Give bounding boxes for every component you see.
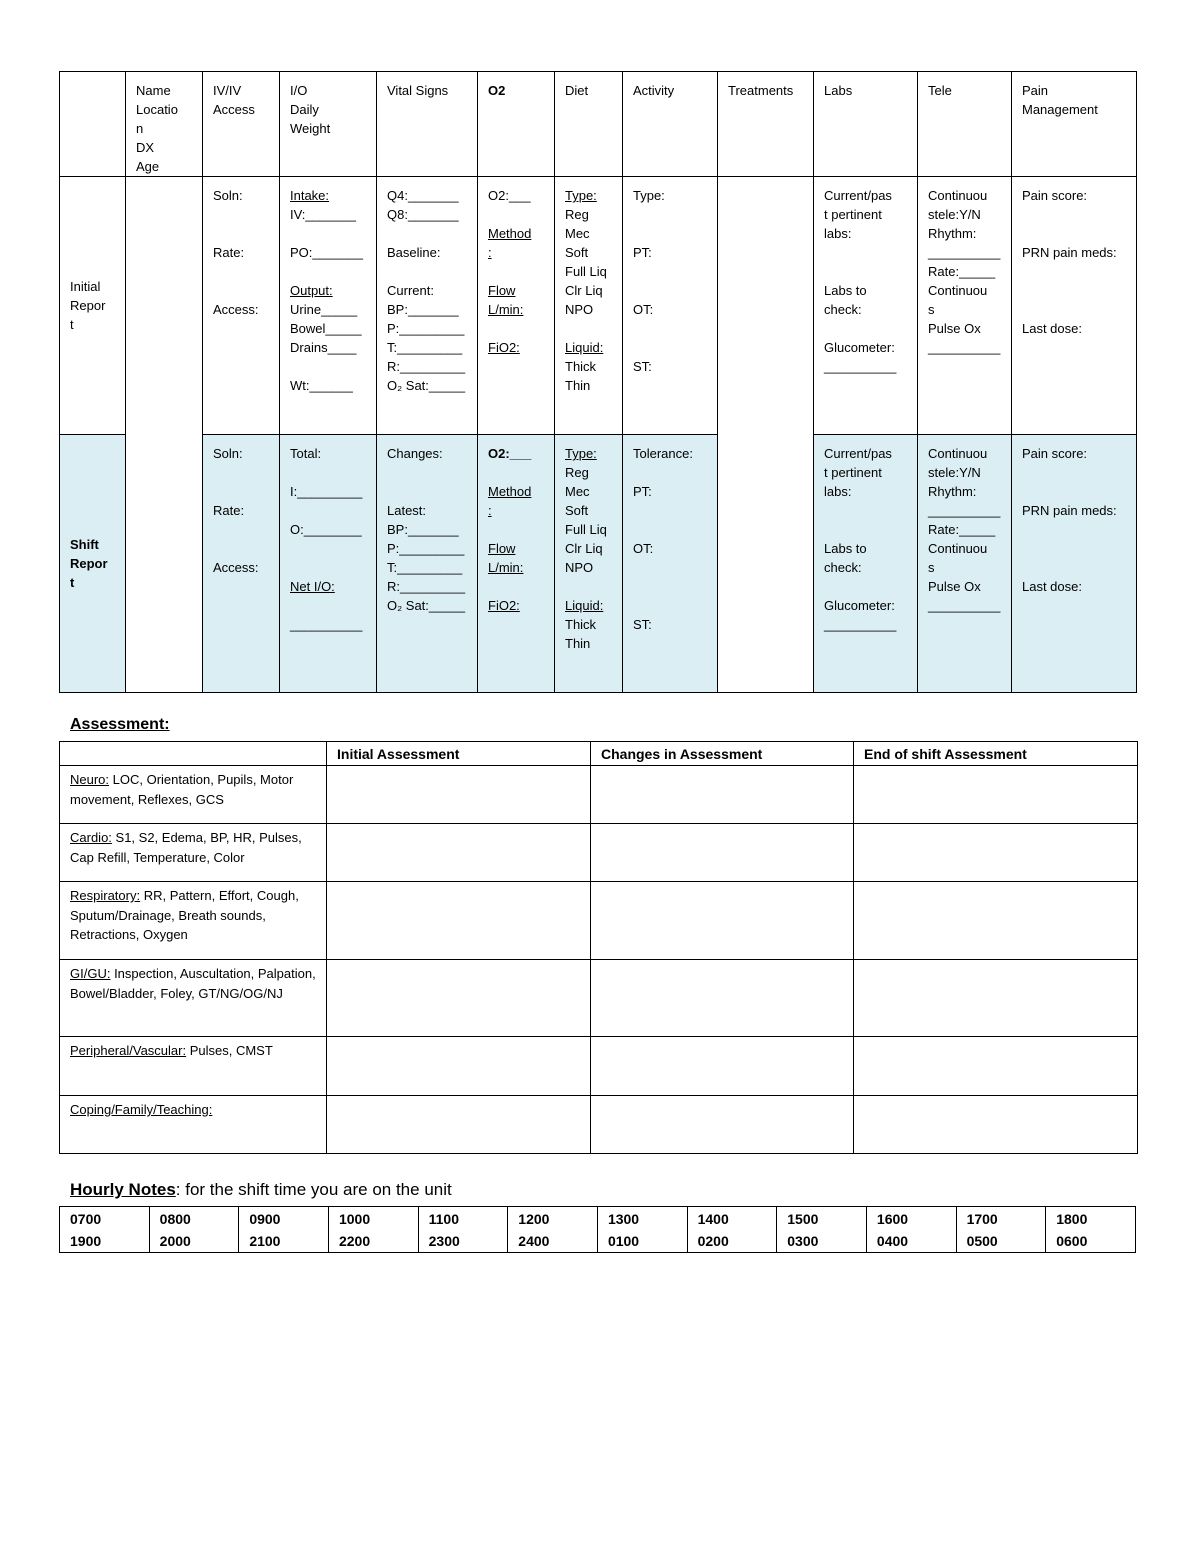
hourly-notes-title-bold: Hourly Notes <box>70 1180 176 1199</box>
hour-night: 2000 <box>159 1233 191 1249</box>
activity-pt-label: PT: <box>633 245 652 260</box>
activity-shift-cell[interactable] <box>623 435 718 693</box>
header-activity <box>623 72 718 177</box>
prn-meds-label: PRN pain meds: <box>1022 503 1117 518</box>
io-initial-cell[interactable] <box>280 177 377 435</box>
tele-rate-field: Rate:_____ <box>928 264 996 279</box>
tolerance-label: Tolerance: <box>633 446 693 461</box>
labs-current-label: Current/pas t pertinent labs: <box>824 188 892 241</box>
output-bowel-field: Bowel_____ <box>290 321 362 336</box>
tele-continuous-label: Continuou stele:Y/N Rhythm: <box>928 446 988 499</box>
hour-slot[interactable] <box>149 1207 239 1253</box>
labs-check-label: Labs to check: <box>824 283 867 317</box>
hour-day: 0700 <box>70 1211 102 1227</box>
shift-report-row <box>60 435 1137 693</box>
hour-night: 2200 <box>338 1233 371 1249</box>
hour-slot[interactable] <box>687 1207 777 1253</box>
temp-field: T:_________ <box>387 340 463 355</box>
prn-meds-label: PRN pain meds: <box>1022 245 1117 260</box>
assessment-cell[interactable] <box>327 824 591 882</box>
labs-check-label: Labs to check: <box>824 541 867 575</box>
changes-label: Changes: <box>387 446 443 461</box>
net-io-label: Net I/O: <box>290 579 335 594</box>
last-dose-label: Last dose: <box>1022 321 1082 336</box>
assessment-cell[interactable] <box>854 960 1138 1037</box>
category-label: GI/GU: <box>70 966 111 981</box>
labs-current-label: Current/pas t pertinent labs: <box>824 446 892 499</box>
labs-shift-cell[interactable] <box>814 435 918 693</box>
activity-ot-label: OT: <box>633 541 654 556</box>
assessment-cell[interactable] <box>591 1096 854 1154</box>
pain-score-label: Pain score: <box>1022 446 1088 461</box>
category-detail: Pulses, CMST <box>186 1043 273 1058</box>
assessment-title: Assessment: <box>70 716 170 733</box>
hour-night: 0200 <box>697 1233 729 1249</box>
initial-report-row <box>60 177 1137 435</box>
header-labs-text: Labs <box>824 83 853 98</box>
assessment-cell[interactable] <box>854 1037 1138 1096</box>
assessment-cell[interactable] <box>591 766 854 824</box>
assessment-cell[interactable] <box>854 882 1138 960</box>
col-end-assessment: End of shift Assessment <box>854 742 1138 766</box>
pain-score-label: Pain score: <box>1022 188 1088 203</box>
category-label: Neuro: <box>70 772 110 787</box>
header-io-text: I/O Daily Weight <box>290 83 331 136</box>
hour-day: 1200 <box>518 1211 550 1227</box>
header-io <box>280 72 377 177</box>
assessment-category <box>60 1096 327 1154</box>
corner-cell <box>60 72 126 177</box>
hour-day: 1400 <box>697 1211 729 1227</box>
activity-pt-label: PT: <box>633 484 652 499</box>
assessment-row-respiratory <box>60 882 1138 960</box>
category-detail: Inspection, Auscultation, Palpation, Bowel/Bladder, Foley, GT/NG/OG/NJ <box>70 966 316 1001</box>
assessment-cell[interactable] <box>591 882 854 960</box>
o2-flow-label: Flow L/min: <box>488 541 524 575</box>
diet-type-label: Type: <box>565 188 597 203</box>
header-o2-text: O2 <box>488 83 506 98</box>
category-label: Respiratory: <box>70 888 141 903</box>
last-dose-label: Last dose: <box>1022 579 1082 594</box>
hour-day: 1700 <box>966 1211 998 1227</box>
header-treatments <box>718 72 814 177</box>
diet-shift-cell[interactable] <box>555 435 623 693</box>
pulse-ox-blank: __________ <box>928 340 1001 355</box>
pulse-ox-label: Continuou s Pulse Ox <box>928 283 988 336</box>
vitals-shift-cell[interactable] <box>377 435 478 693</box>
o2sat-field: O₂ Sat:_____ <box>387 378 466 393</box>
treatments-entry-cell[interactable] <box>718 177 814 693</box>
pulse-field: P:_________ <box>387 321 465 336</box>
hour-day: 1500 <box>787 1211 819 1227</box>
header-tele-text: Tele <box>928 83 952 98</box>
category-detail: RR, Pattern, Effort, Cough, Sputum/Drainage, Breath sounds, Retractions, Oxygen <box>70 888 299 942</box>
assessment-cell[interactable] <box>591 1037 854 1096</box>
header-name-text: Name Locatio n DX Age <box>136 83 178 174</box>
rate-label: Rate: <box>213 245 245 260</box>
pulse-field: P:_________ <box>387 541 465 556</box>
o2-field: O2:___ <box>488 188 531 203</box>
activity-st-label: ST: <box>633 617 652 632</box>
hour-day: 1600 <box>876 1211 909 1227</box>
hour-slot[interactable] <box>328 1207 418 1253</box>
header-iv-text: IV/IV Access <box>213 83 255 117</box>
iv-shift-cell[interactable] <box>203 435 280 693</box>
assessment-row-neuro <box>60 766 1138 824</box>
net-io-blank: __________ <box>290 617 363 632</box>
assessment-cell[interactable] <box>591 960 854 1037</box>
rhythm-blank: __________ <box>928 503 1001 518</box>
iv-initial-cell[interactable] <box>203 177 280 435</box>
tele-rate-field: Rate:_____ <box>928 522 996 537</box>
bp-field: BP:_______ <box>387 302 459 317</box>
diet-liquid-label: Liquid: <box>565 340 604 355</box>
assessment-category <box>60 882 327 960</box>
diet-options: Reg Mec Soft Full Liq Clr Liq NPO <box>565 207 607 317</box>
q8-field: Q8:_______ <box>387 207 459 222</box>
header-o2 <box>478 72 555 177</box>
diet-liquid-options: Thick Thin <box>565 617 597 651</box>
category-detail: S1, S2, Edema, BP, HR, Pulses, Cap Refill, Temperature, Color <box>70 830 302 865</box>
hour-night: 2100 <box>249 1233 281 1249</box>
hour-slot[interactable] <box>597 1207 687 1253</box>
o2-method-label: Method : <box>488 226 532 260</box>
assessment-cell[interactable] <box>327 960 591 1037</box>
hour-slot[interactable] <box>418 1207 508 1253</box>
hourly-notes-table <box>59 1206 1136 1253</box>
intake-iv-field: IV:_______ <box>290 207 357 222</box>
fio2-label: FiO2: <box>488 598 520 613</box>
hourly-notes-subtitle: : for the shift time you are on the unit <box>175 1180 452 1199</box>
assessment-category <box>60 766 327 824</box>
soln-label: Soln: <box>213 446 243 461</box>
soln-label: Soln: <box>213 188 243 203</box>
hour-slot[interactable] <box>866 1207 956 1253</box>
activity-st-label: ST: <box>633 359 652 374</box>
diet-type-label: Type: <box>565 446 597 461</box>
activity-ot-label: OT: <box>633 302 654 317</box>
activity-initial-cell[interactable] <box>623 177 718 435</box>
total-label: Total: <box>290 446 322 461</box>
diet-liquid-label: Liquid: <box>565 598 604 613</box>
hour-night: 0500 <box>966 1233 998 1249</box>
rate-label: Rate: <box>213 503 245 518</box>
tele-initial-cell[interactable] <box>918 177 1012 435</box>
initial-report-label: Initial Repor t <box>70 279 106 332</box>
baseline-label: Baseline: <box>387 245 441 260</box>
col-initial-assessment: Initial Assessment <box>327 742 591 766</box>
pulse-ox-label: Continuou s Pulse Ox <box>928 541 988 594</box>
assessment-cell[interactable] <box>327 1037 591 1096</box>
weight-field: Wt:______ <box>290 378 353 393</box>
assessment-header-row <box>60 742 1138 766</box>
header-pain <box>1012 72 1137 177</box>
o2sat-field: O₂ Sat:_____ <box>387 598 466 613</box>
hour-day: 0800 <box>159 1211 191 1227</box>
assessment-cell[interactable] <box>591 824 854 882</box>
col-changes-assessment: Changes in Assessment <box>591 742 854 766</box>
header-name <box>126 72 203 177</box>
assessment-row-coping <box>60 1096 1138 1154</box>
glucometer-label: Glucometer: <box>824 340 895 355</box>
hour-night: 0600 <box>1056 1233 1088 1249</box>
initial-report-label-cell <box>60 177 126 435</box>
hour-day: 1100 <box>428 1211 459 1227</box>
assessment-table <box>59 741 1138 1154</box>
hour-night: 0300 <box>787 1233 819 1249</box>
access-label: Access: <box>213 560 259 575</box>
report-table <box>59 71 1137 693</box>
hour-day: 1300 <box>607 1211 640 1227</box>
header-vitals-text: Vital Signs <box>387 83 449 98</box>
diet-initial-cell[interactable] <box>555 177 623 435</box>
hourly-notes-title <box>70 1180 452 1200</box>
category-label: Peripheral/Vascular: <box>70 1043 187 1058</box>
tele-shift-cell[interactable] <box>918 435 1012 693</box>
header-iv <box>203 72 280 177</box>
hour-night: 0100 <box>607 1233 640 1249</box>
fio2-label: FiO2: <box>488 340 520 355</box>
resp-field: R:_________ <box>387 359 466 374</box>
header-diet <box>555 72 623 177</box>
diet-liquid-options: Thick Thin <box>565 359 597 393</box>
o2-method-label: Method : <box>488 484 532 518</box>
assessment-category <box>60 824 327 882</box>
glucometer-blank: __________ <box>824 359 897 374</box>
activity-type-label: Type: <box>633 188 665 203</box>
hour-night: 2400 <box>518 1233 550 1249</box>
hourly-row <box>60 1207 1136 1253</box>
header-activity-text: Activity <box>633 83 675 98</box>
assessment-row-gigu <box>60 960 1138 1037</box>
hour-slot[interactable] <box>777 1207 867 1253</box>
header-pain-text: Pain Management <box>1022 83 1098 117</box>
glucometer-label: Glucometer: <box>824 598 895 613</box>
hour-slot[interactable] <box>1046 1207 1136 1253</box>
assessment-cell[interactable] <box>854 1096 1138 1154</box>
glucometer-blank: __________ <box>824 617 897 632</box>
hour-day: 0900 <box>249 1211 281 1227</box>
current-label: Current: <box>387 283 434 298</box>
hour-night: 2300 <box>428 1233 460 1249</box>
assessment-cell[interactable] <box>327 882 591 960</box>
tele-continuous-label: Continuou stele:Y/N Rhythm: <box>928 188 988 241</box>
hour-slot[interactable] <box>239 1207 329 1253</box>
hour-day: 1000 <box>338 1211 371 1227</box>
hour-day: 1800 <box>1056 1211 1088 1227</box>
report-header-row <box>60 72 1137 177</box>
header-vitals <box>377 72 478 177</box>
intake-po-field: PO:_______ <box>290 245 364 260</box>
category-label: Cardio: <box>70 830 112 845</box>
rhythm-blank: __________ <box>928 245 1001 260</box>
category-label: Coping/Family/Teaching: <box>70 1102 213 1117</box>
resp-field: R:_________ <box>387 579 466 594</box>
hour-slot[interactable] <box>60 1207 150 1253</box>
shift-report-label-cell <box>60 435 126 693</box>
output-urine-field: Urine_____ <box>290 302 358 317</box>
q4-field: Q4:_______ <box>387 188 459 203</box>
assessment-cell[interactable] <box>854 824 1138 882</box>
output-label: Output: <box>290 283 333 298</box>
bp-field: BP:_______ <box>387 522 459 537</box>
o2-shift-cell[interactable] <box>478 435 555 693</box>
hour-slot[interactable] <box>508 1207 598 1253</box>
intake-label: Intake: <box>290 188 330 203</box>
access-label: Access: <box>213 302 259 317</box>
temp-field: T:_________ <box>387 560 463 575</box>
o2-flow-label: Flow L/min: <box>488 283 524 317</box>
header-labs <box>814 72 918 177</box>
output-drains-field: Drains____ <box>290 340 357 355</box>
intake-total-field: I:_________ <box>290 484 363 499</box>
assessment-category <box>60 1037 327 1096</box>
assessment-row-cardio <box>60 824 1138 882</box>
o2-field: O2:___ <box>488 446 532 461</box>
assessment-category <box>60 960 327 1037</box>
latest-label: Latest: <box>387 503 427 518</box>
diet-options: Reg Mec Soft Full Liq Clr Liq NPO <box>565 465 607 575</box>
labs-initial-cell[interactable] <box>814 177 918 435</box>
io-shift-cell[interactable] <box>280 435 377 693</box>
hour-slot[interactable] <box>956 1207 1046 1253</box>
header-tele <box>918 72 1012 177</box>
hour-night: 1900 <box>70 1233 102 1249</box>
name-entry-cell[interactable] <box>126 177 203 693</box>
assessment-cell[interactable] <box>854 766 1138 824</box>
assessment-cell[interactable] <box>327 766 591 824</box>
pulse-ox-blank: __________ <box>928 598 1001 613</box>
category-detail: LOC, Orientation, Pupils, Motor movement, Reflexes, GCS <box>70 772 294 807</box>
assessment-corner <box>60 742 327 766</box>
header-treatments-text: Treatments <box>728 83 794 98</box>
assessment-row-peripheral <box>60 1037 1138 1096</box>
hour-night: 0400 <box>876 1233 909 1249</box>
pain-shift-cell[interactable] <box>1012 435 1137 693</box>
pain-initial-cell[interactable] <box>1012 177 1137 435</box>
header-diet-text: Diet <box>565 83 589 98</box>
shift-report-label: Shift Repor t <box>70 537 108 590</box>
assessment-cell[interactable] <box>327 1096 591 1154</box>
output-total-field: O:________ <box>290 522 362 537</box>
vitals-initial-cell[interactable] <box>377 177 478 435</box>
o2-initial-cell[interactable] <box>478 177 555 435</box>
